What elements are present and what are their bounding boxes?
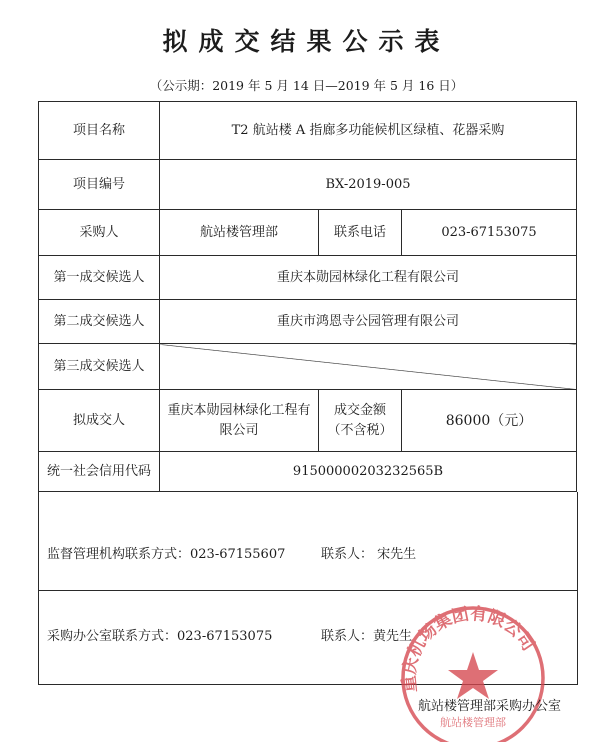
- purchaser-value: 航站楼管理部: [160, 210, 319, 256]
- candidate1-value: 重庆本勋园林绿化工程有限公司: [160, 256, 577, 300]
- winner-label: 拟成交人: [39, 390, 160, 452]
- office-contact: 采购办公室联系方式：023-67153075: [47, 629, 273, 644]
- office-person: 联系人：黄先生: [321, 629, 413, 644]
- document-title: 拟成交结果公示表: [162, 27, 451, 56]
- candidate2-label: 第二成交候选人: [39, 300, 160, 344]
- project-no-label: 项目编号: [39, 160, 160, 210]
- project-name-label: 项目名称: [39, 102, 160, 160]
- notice-period: （公示期：2019 年 5 月 14 日—2019 年 5 月 16 日）: [149, 78, 464, 93]
- supervision-contact: 监督管理机构联系方式：023-67155607: [47, 547, 286, 562]
- seal-dept-text: 航站楼管理部: [440, 716, 506, 729]
- seal-org-text: 重庆机场集团有限公司: [399, 604, 539, 694]
- credit-code-label: 统一社会信用代码: [39, 452, 160, 492]
- winner-value: 重庆本勋园林绿化工程有限公司: [160, 390, 319, 452]
- candidate1-label: 第一成交候选人: [39, 256, 160, 300]
- candidate3-empty-cell: [160, 344, 577, 390]
- phone-value: 023-67153075: [402, 210, 577, 256]
- candidate2-value: 重庆市鸿恩寺公园管理有限公司: [160, 300, 577, 344]
- project-name-value: T2 航站楼 A 指廊多功能候机区绿植、花器采购: [160, 102, 577, 160]
- amount-value: 86000（元）: [402, 390, 577, 452]
- amount-label: 成交金额（不含税）: [319, 390, 402, 452]
- phone-label: 联系电话: [319, 210, 402, 256]
- office-section: [38, 590, 578, 685]
- supervision-person: 联系人： 宋先生: [321, 547, 417, 562]
- credit-code-value: 91500000203232565B: [160, 452, 577, 492]
- signature-department: 航站楼管理部采购办公室: [418, 699, 562, 714]
- candidate3-label: 第三成交候选人: [39, 344, 160, 390]
- result-table: [38, 101, 577, 492]
- supervision-section: [38, 492, 578, 591]
- project-no-value: BX-2019-005: [160, 160, 577, 210]
- purchaser-label: 采购人: [39, 210, 160, 256]
